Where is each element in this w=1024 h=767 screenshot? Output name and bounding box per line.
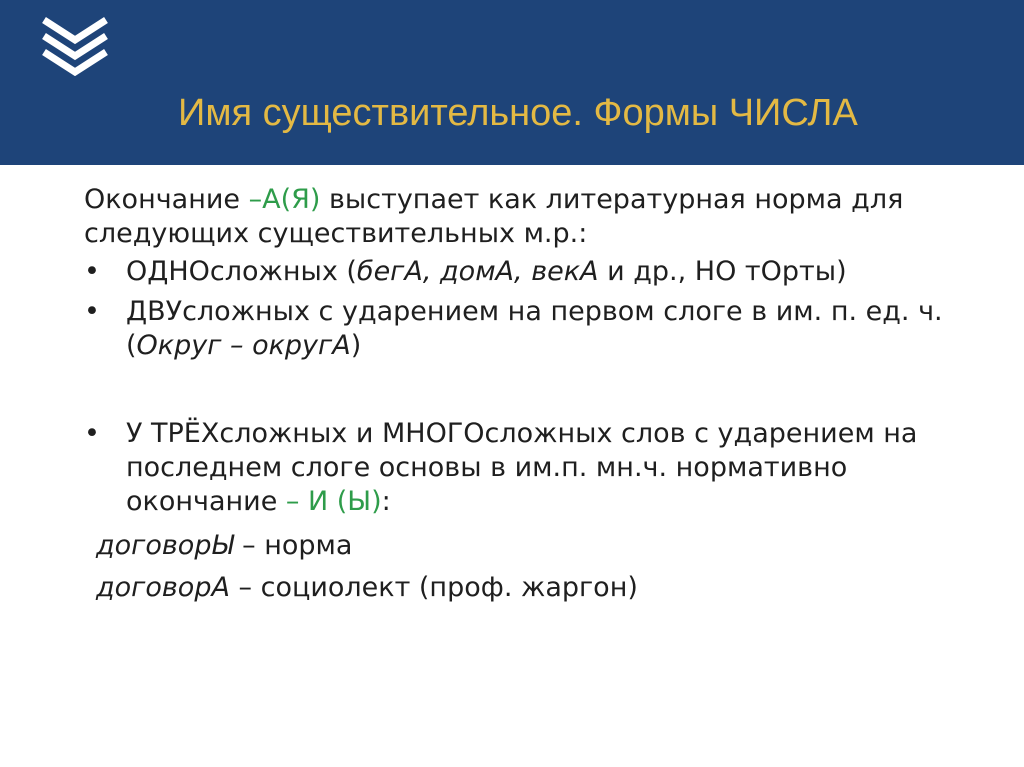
item-text: У ТРЁХсложных и МНОГОсложных слов с ударением на последнем слоге основы в им.п. мн.ч. нормативно окончание: [126, 418, 918, 517]
item-text: ДВУсложных с ударением на первом слоге в им. п. ед. ч. (: [126, 296, 943, 361]
intro-paragraph: [84, 183, 984, 251]
example-note: – норма: [233, 530, 353, 561]
example-note: – социолект (проф. жаргон): [229, 572, 638, 603]
slide-title: Имя существительное. Формы ЧИСЛА: [178, 92, 858, 134]
list-item-monosyllabic: [84, 255, 984, 289]
example-word: договорА: [96, 572, 230, 603]
item-examples: Округ – округА: [136, 330, 351, 361]
ending-i-y: – И (Ы): [285, 486, 382, 517]
item-text-end: и др., НО тОрты): [598, 256, 847, 287]
triple-chevron-down-icon: [40, 16, 110, 76]
item-text: ОДНОсложных (: [126, 256, 357, 287]
intro-text-end: выступает как литературная норма для следующих существительных м.р.:: [84, 184, 904, 249]
list-item-polysyllabic: [84, 417, 984, 519]
example-word: договорЫ: [96, 530, 234, 561]
list-item-disyllabic: [84, 295, 984, 363]
item-text-end: :: [381, 486, 391, 517]
ending-a-ya: –А(Я): [248, 184, 321, 215]
example-norm: [96, 529, 984, 563]
rules-list: [84, 255, 984, 519]
slide-body: [84, 183, 984, 605]
bullet-marker: •: [84, 418, 100, 449]
item-examples: бегА, домА, векА: [356, 256, 599, 287]
intro-text-start: Окончание: [84, 184, 249, 215]
slide-header: [0, 0, 1024, 165]
bullet-marker: •: [84, 296, 100, 327]
item-text-end: ): [350, 330, 362, 361]
spacer: [84, 369, 984, 411]
bullet-marker: •: [84, 256, 100, 287]
example-sociolect: [96, 571, 984, 605]
